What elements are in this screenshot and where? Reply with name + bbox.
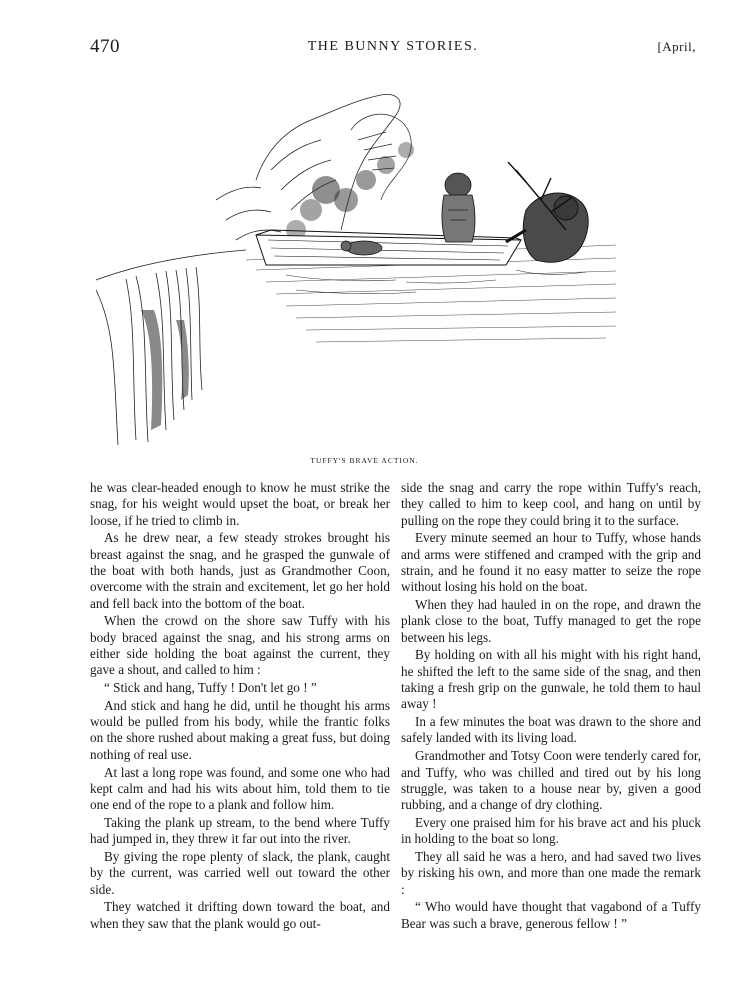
paragraph: In a few minutes the boat was drawn to the shore and safely landed with its living load. bbox=[401, 714, 701, 746]
paragraph: At last a long rope was found, and some one who had kept calm and had his wits about him, told them to tie one end of the rope to a plank and follow him. bbox=[90, 764, 390, 813]
paragraph: side the snag and carry the rope within Tuffy's reach, they called to him to keep cool, and hang on until by pulling on the rope they could bring it to the surface. bbox=[401, 480, 701, 528]
boat-icon bbox=[256, 230, 521, 265]
paragraph: Every one praised him for his brave act and his pluck in holding to the boat so long. bbox=[401, 814, 701, 847]
paragraph: “ Stick and hang, Tuffy ! Don't let go ! ” bbox=[104, 680, 317, 696]
waterfall-icon bbox=[96, 250, 246, 445]
journal-title: THE BUNNY STORIES. bbox=[307, 39, 479, 54]
paragraph: By holding on with all his might with his right hand, he shifted the left to the same side of the snag, and then taking a fresh grip on the gunwale, he told them to haul away ! bbox=[401, 647, 701, 712]
ripples-icon bbox=[286, 270, 586, 294]
bear-figure-icon bbox=[506, 193, 588, 262]
paragraph: As he drew near, a few steady strokes brought his breast against the snag, and he grasped the gunwale of the boat with both hands, just as Grandmother Coon, overcome with the strain and excitement, let go her hold and fell back into the bottom of the boat. bbox=[90, 530, 390, 611]
paragraph: When they had hauled in on the rope, and drawn the plank close to the boat, Tuffy managed to get the rope between his legs. bbox=[401, 597, 701, 645]
paragraph: Taking the plank up stream, to the bend where Tuffy had jumped in, they threw it far out into the river. bbox=[90, 814, 390, 847]
raccoon-figure-icon bbox=[442, 173, 475, 242]
paragraph: he was clear-headed enough to know he must strike the snag, for his weight would upset the boat, or break her loose, if he tried to climb in. bbox=[90, 480, 390, 528]
paragraph: They all said he was a hero, and had saved two lives by risking his own, and more than one made the remark : bbox=[401, 849, 701, 897]
engraving-illustration bbox=[96, 70, 616, 450]
paragraph: When the crowd on the shore saw Tuffy with his body braced against the snag, and his strong arms on either side holding the boat against the current, they gave a shout, and called to him : bbox=[90, 613, 390, 678]
running-head bbox=[90, 36, 696, 60]
illustration-caption: TUFFY'S BRAVE ACTION. bbox=[310, 456, 419, 465]
text-column-left bbox=[90, 480, 390, 934]
issue-month: [April, bbox=[657, 39, 696, 54]
paragraph: By giving the rope plenty of slack, the plank, caught by the current, was carried well out toward the other side. bbox=[90, 849, 390, 897]
paragraph: Grandmother and Totsy Coon were tenderly cared for, and Tuffy, who was chilled and tired out by his long struggle, was taken to a house near by, given a good rubbing, and a change of dry clothing. bbox=[401, 748, 701, 813]
text-column-right bbox=[401, 480, 701, 934]
paragraph: “ Who would have thought that vagabond of a Tuffy Bear was such a brave, generous fellow ! ” bbox=[401, 899, 701, 931]
paragraph: They watched it drifting down toward the boat, and when they saw that the plank would go out- bbox=[90, 899, 390, 931]
paragraph: And stick and hang he did, until he thought his arms would be pulled from his body, while the frantic folks on the shore rushed about making a great fuss, but doing nothing of real use. bbox=[90, 697, 390, 762]
paragraph: Every minute seemed an hour to Tuffy, whose hands and arms were stiffened and cramped with the grip and strain, and he found it no easy matter to seize the rope without losing his hold on the boat. bbox=[401, 530, 701, 595]
page-number: 470 bbox=[90, 36, 120, 57]
